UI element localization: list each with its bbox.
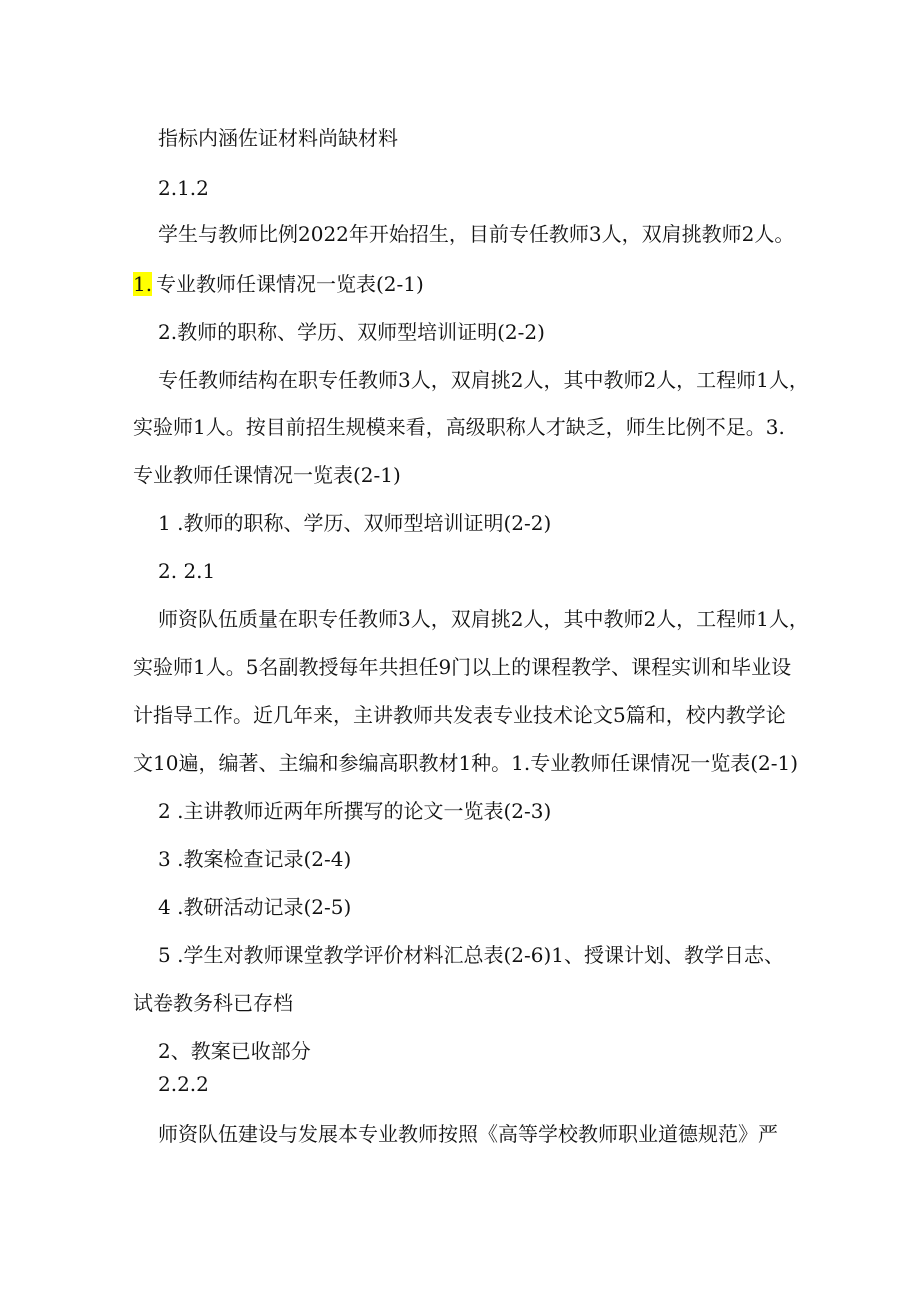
list-item: 2.教师的职称、学历、双师型培训证明(2-2) — [158, 320, 545, 344]
section-number: 2.1.2 — [158, 176, 209, 200]
list-item: 1 .教师的职称、学历、双师型培训证明(2-2) — [158, 511, 552, 535]
paragraph-line: 学生与教师比例2022年开始招生，目前专任教师3人，双肩挑教师2人。 — [158, 222, 795, 246]
heading-indicator: 指标内涵佐证材料尚缺材料 — [158, 126, 398, 150]
paragraph-line: 专业教师任课情况一览表(2-1) — [156, 272, 424, 296]
section-number: 2. 2.1 — [158, 559, 216, 583]
list-item: 4 .教研活动记录(2-5) — [158, 895, 352, 919]
paragraph-line: 专业教师任课情况一览表(2-1) — [133, 463, 401, 487]
list-item: 5 .学生对教师课堂教学评价材料汇总表(2-6)1、授课计划、教学日志、 — [158, 943, 784, 967]
paragraph-line: 实验师1人。按目前招生规模来看，高级职称人才缺乏，师生比例不足。3. — [133, 415, 785, 439]
paragraph-line: 实验师1人。5名副教授每年共担任9门以上的课程教学、课程实训和毕业设 — [133, 655, 792, 679]
paragraph-line: 试卷教务科已存档 — [133, 991, 293, 1015]
paragraph-line: 文10遍，编著、主编和参编高职教材1种。1.专业教师任课情况一览表(2-1) — [133, 751, 799, 775]
paragraph-line: 专任教师结构在职专任教师3人，双肩挑2人，其中教师2人，工程师1人， — [158, 368, 809, 392]
list-item: 2、教案已收部分 — [158, 1039, 311, 1063]
section-number: 2.2.2 — [158, 1072, 209, 1096]
list-item: 2 .主讲教师近两年所撰写的论文一览表(2-3) — [158, 799, 552, 823]
paragraph-line: 计指导工作。近几年来，主讲教师共发表专业技术论文5篇和，校内教学论 — [133, 703, 786, 727]
paragraph-line: 师资队伍建设与发展本专业教师按照《高等学校教师职业道德规范》严 — [158, 1122, 778, 1146]
paragraph-line: 师资队伍质量在职专任教师3人，双肩挑2人，其中教师2人，工程师1人， — [158, 607, 809, 631]
highlighted-number: 1. — [133, 272, 153, 296]
list-item: 3 .教案检查记录(2-4) — [158, 847, 352, 871]
